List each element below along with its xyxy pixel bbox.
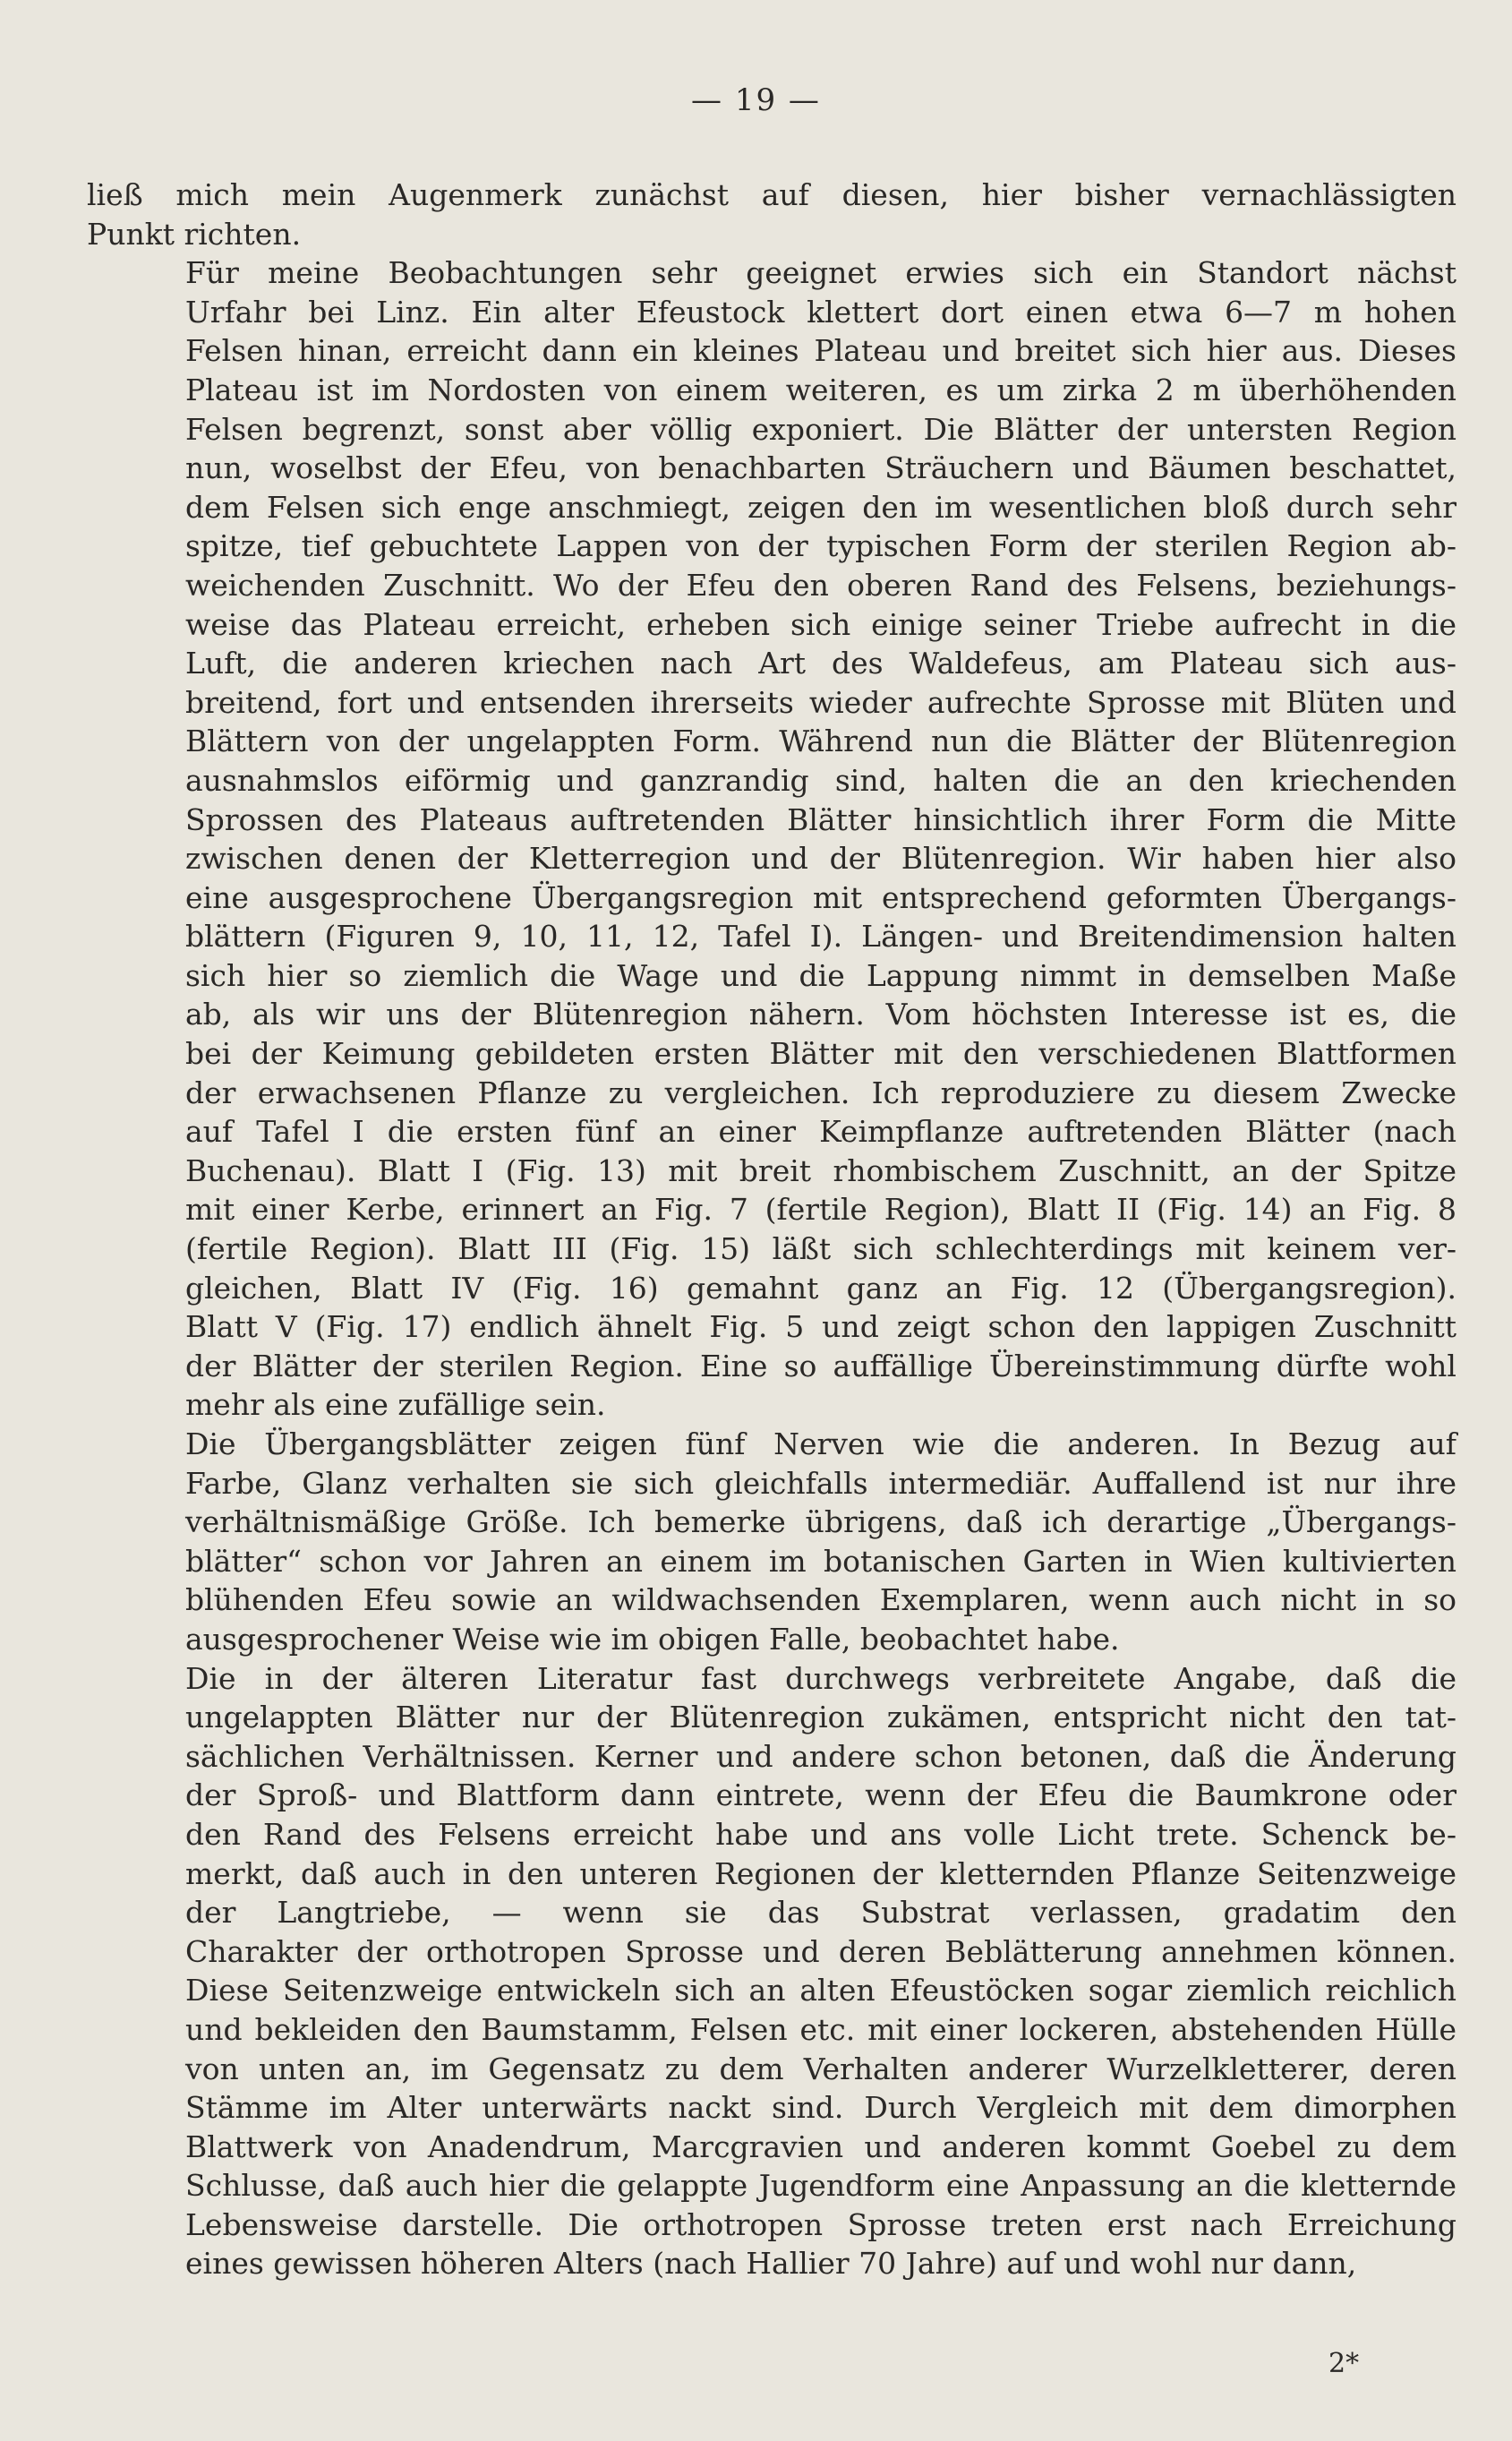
text-line: von unten an, im Gegensatz zu dem Verhalten anderer Wurzelkletterer, deren: [185, 2051, 1456, 2086]
text-line: mit einer Kerbe, erinnert an Fig. 7 (fertile Region), Blatt II (Fig. 14) an Fig. 8: [185, 1192, 1456, 1228]
text-line: gleichen, Blatt IV (Fig. 16) gemahnt ganz an Fig. 12 (Übergangsregion).: [185, 1270, 1456, 1306]
text-line: der Sproß- und Blattform dann eintrete, wenn der Efeu die Baumkrone oder: [185, 1777, 1456, 1813]
text-line: der erwachsenen Pflanze zu vergleichen. Ich reproduziere zu diesem Zwecke: [185, 1075, 1456, 1110]
text-line: breitend, fort und entsenden ihrerseits wieder aufrechte Sprosse mit Blüten und: [185, 684, 1456, 720]
text-line: Blatt V (Fig. 17) endlich ähnelt Fig. 5 und zeigt schon den lappigen Zuschnitt: [185, 1309, 1456, 1345]
text-line: den Rand des Felsens erreicht habe und ans volle Licht trete. Schenck be-: [185, 1816, 1456, 1852]
text-line: nun, woselbst der Efeu, von benachbarten Sträuchern und Bäumen beschattet,: [185, 450, 1456, 486]
signature-mark: 2*: [1328, 2348, 1360, 2379]
text-line: Sprossen des Plateaus auftretenden Blätter hinsichtlich ihrer Form die Mitte: [185, 801, 1456, 837]
text-line: Luft, die anderen kriechen nach Art des Waldefeus, am Plateau sich aus-: [185, 646, 1456, 681]
text-line: mehr als eine zufällige sein.: [185, 1387, 606, 1423]
text-line: ließ mich mein Augenmerk zunächst auf diesen, hier bisher vernachlässigten: [87, 177, 1456, 212]
text-line: Die in der älteren Literatur fast durchwegs verbreitete Angabe, daß die: [185, 1660, 1456, 1696]
paragraph: [87, 1659, 1456, 2284]
paragraph: [87, 253, 1456, 1425]
text-line: dem Felsen sich enge anschmiegt, zeigen den im wesentlichen bloß durch sehr: [185, 489, 1456, 525]
text-line: Charakter der orthotropen Sprosse und deren Beblätterung annehmen können.: [185, 1933, 1456, 1969]
text-line: ab, als wir uns der Blütenregion nähern. Vom höchsten Interesse ist es, die: [185, 997, 1456, 1032]
text-line: und bekleiden den Baumstamm, Felsen etc. mit einer lockeren, abstehenden Hülle: [185, 2011, 1456, 2047]
text-line: Stämme im Alter unterwärts nackt sind. Durch Vergleich mit dem dimorphen: [185, 2090, 1456, 2126]
text-line: sich hier so ziemlich die Wage und die Lappung nimmt in demselben Maße: [185, 957, 1456, 993]
text-line: ausgesprochener Weise wie im obigen Falle, beobachtet habe.: [185, 1621, 1120, 1657]
text-line: Blättern von der ungelappten Form. Während nun die Blätter der Blütenregion: [185, 724, 1456, 759]
text-line: Farbe, Glanz verhalten sie sich gleichfalls intermediär. Auffallend ist nur ihre: [185, 1465, 1456, 1501]
text-line: Lebensweise darstelle. Die orthotropen Sprosse treten erst nach Erreichung: [185, 2206, 1456, 2242]
text-line: ungelappten Blätter nur der Blütenregion zukämen, entspricht nicht den tat-: [185, 1700, 1456, 1735]
text-line: verhältnismäßige Größe. Ich bemerke übrigens, daß ich derartige „Übergangs-: [185, 1504, 1456, 1540]
text-line: eine ausgesprochene Übergangsregion mit entsprechend geformten Übergangs-: [185, 879, 1456, 915]
text-line: Die Übergangsblätter zeigen fünf Nerven wie die anderen. In Bezug auf: [185, 1426, 1456, 1461]
text-line: auf Tafel I die ersten fünf an einer Keimpflanze auftretenden Blätter (nach: [185, 1114, 1456, 1150]
text-line: Punkt richten.: [87, 216, 302, 252]
text-line: Felsen begrenzt, sonst aber völlig exponiert. Die Blätter der untersten Region: [185, 411, 1456, 447]
text-line: blühenden Efeu sowie an wildwachsenden Exemplaren, wenn auch nicht in so: [185, 1582, 1456, 1618]
body-text: [87, 176, 1456, 2283]
text-line: Diese Seitenzweige entwickeln sich an alten Efeustöcken sogar ziemlich reichlich: [185, 1973, 1456, 2008]
text-line: sächlichen Verhältnissen. Kerner und andere schon betonen, daß die Änderung: [185, 1738, 1456, 1774]
text-line: der Langtriebe, — wenn sie das Substrat verlassen, gradatim den: [185, 1895, 1456, 1931]
text-line: Plateau ist im Nordosten von einem weiteren, es um zirka 2 m überhöhenden: [185, 372, 1456, 407]
paragraph: [87, 1425, 1456, 1659]
text-line: ausnahmslos eiförmig und ganzrandig sind, halten die an den kriechenden: [185, 762, 1456, 798]
text-line: Für meine Beobachtungen sehr geeignet erwies sich ein Standort nächst: [185, 255, 1456, 291]
text-line: Buchenau). Blatt I (Fig. 13) mit breit rhombischem Zuschnitt, an der Spitze: [185, 1152, 1456, 1188]
text-line: blättern (Figuren 9, 10, 11, 12, Tafel I). Längen- und Breitendimension halten: [185, 919, 1456, 955]
text-line: der Blätter der sterilen Region. Eine so auffällige Übereinstimmung dürfte wohl: [185, 1348, 1456, 1383]
text-line: weise das Plateau erreicht, erheben sich einige seiner Triebe aufrecht in die: [185, 606, 1456, 642]
paragraph: [87, 176, 1456, 253]
text-line: weichenden Zuschnitt. Wo der Efeu den oberen Rand des Felsens, beziehungs-: [185, 567, 1456, 603]
text-line: bei der Keimung gebildeten ersten Blätter mit den verschiedenen Blattformen: [185, 1036, 1456, 1072]
text-line: Urfahr bei Linz. Ein alter Efeustock klettert dort einen etwa 6—7 m hohen: [185, 294, 1456, 330]
text-line: merkt, daß auch in den unteren Regionen der kletternden Pflanze Seitenzweige: [185, 1855, 1456, 1891]
page-number: — 19 —: [691, 82, 821, 118]
text-line: blätter“ schon vor Jahren an einem im botanischen Garten in Wien kultivierten: [185, 1543, 1456, 1579]
text-line: eines gewissen höheren Alters (nach Hallier 70 Jahre) auf und wohl nur dann,: [185, 2246, 1357, 2282]
text-line: Felsen hinan, erreicht dann ein kleines Plateau und breitet sich hier aus. Dieses: [185, 333, 1456, 369]
text-line: (fertile Region). Blatt III (Fig. 15) läßt sich schlechterdings mit keinem ver-: [185, 1231, 1456, 1267]
text-line: spitze, tief gebuchtete Lappen von der typischen Form der sterilen Region ab-: [185, 528, 1456, 564]
text-line: Schlusse, daß auch hier die gelappte Jugendform eine Anpassung an die kletternde: [185, 2168, 1456, 2204]
text-line: Blattwerk von Anadendrum, Marcgravien und anderen kommt Goebel zu dem: [185, 2128, 1456, 2164]
text-line: zwischen denen der Kletterregion und der Blütenregion. Wir haben hier also: [185, 841, 1456, 877]
